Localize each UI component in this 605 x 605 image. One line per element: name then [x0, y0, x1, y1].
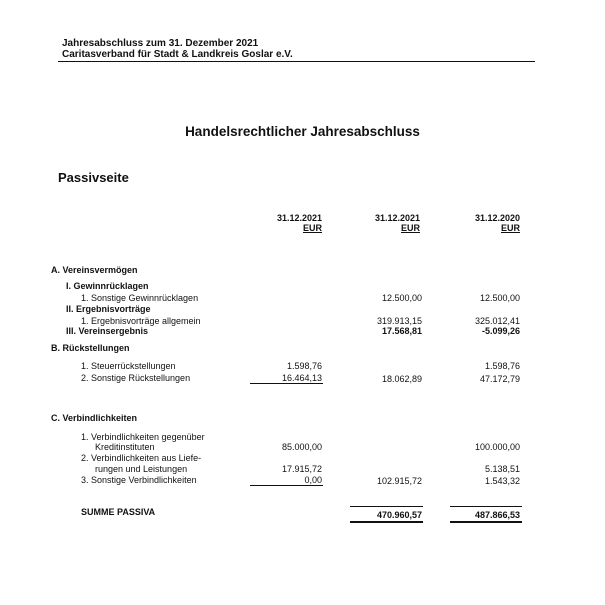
group-c-row1-col1: 85.000,00 — [281, 442, 322, 452]
section-title: Passivseite — [58, 170, 129, 185]
column-header-1 — [242, 213, 322, 233]
group-a-label: A. Vereinsvermögen — [51, 265, 138, 275]
group-a-i-1-label: 1. Sonstige Gewinnrücklagen — [81, 293, 199, 303]
group-b-row1-label: 1. Steuerrückstellungen — [81, 361, 176, 371]
subtotal-rule-c — [250, 485, 323, 486]
group-a-ii-1-col3: 325.012,41 — [474, 316, 520, 326]
group-b-row2-col1: 16.464,13 — [281, 373, 322, 383]
group-a-i-1-col3: 12.500,00 — [479, 293, 520, 303]
header-rule — [58, 61, 535, 62]
total-top-rule-col3 — [450, 506, 522, 507]
column-header-3-unit: EUR — [500, 223, 520, 233]
column-header-2 — [340, 213, 420, 233]
total-top-rule-col2 — [350, 506, 423, 507]
group-c-row3-col3: 1.543,32 — [484, 476, 520, 486]
group-c-row3-col2: 102.915,72 — [376, 476, 422, 486]
total-bottom-rule-col2 — [350, 521, 423, 523]
total-label: SUMME PASSIVA — [81, 507, 156, 517]
group-b-label: B. Rückstellungen — [51, 343, 130, 353]
group-c-row2-label-a: 2. Verbindlichkeiten aus Liefe- — [81, 453, 202, 463]
total-bottom-rule-col3 — [450, 521, 522, 523]
header-line-2: Caritasverband für Stadt & Landkreis Goslar e.V. — [62, 49, 293, 60]
group-c-row3-label: 3. Sonstige Verbindlichkeiten — [81, 475, 197, 485]
group-b-row2-label: 2. Sonstige Rückstellungen — [81, 373, 191, 383]
group-c-row1-label-a: 1. Verbindlichkeiten gegenüber — [81, 432, 205, 442]
group-b-row2-col3: 47.172,79 — [479, 374, 520, 384]
group-a-i-label: I. Gewinnrücklagen — [66, 281, 149, 291]
group-a-i-1-col2: 12.500,00 — [381, 293, 422, 303]
group-a-ii-label: II. Ergebnisvorträge — [66, 304, 151, 314]
group-b-row1-col3: 1.598,76 — [484, 361, 520, 371]
subtotal-rule-b — [250, 383, 323, 384]
group-c-row1-col3: 100.000,00 — [474, 442, 520, 452]
header-line-1: Jahresabschluss zum 31. Dezember 2021 — [62, 38, 259, 49]
group-c-row2-col3: 5.138,51 — [484, 464, 520, 474]
group-c-row2-col1: 17.915,72 — [281, 464, 322, 474]
group-c-label: C. Verbindlichkeiten — [51, 413, 138, 423]
total-col3: 487.866,53 — [474, 510, 520, 520]
group-c-row1-label-b: Kreditinstituten — [95, 442, 155, 452]
total-col2: 470.960,57 — [376, 510, 422, 520]
group-b-row1-col1: 1.598,76 — [286, 361, 322, 371]
group-b-row2-col2: 18.062,89 — [381, 374, 422, 384]
group-a-ii-1-col2: 319.913,15 — [376, 316, 422, 326]
column-header-2-date: 31.12.2021 — [374, 213, 420, 223]
column-header-3-date: 31.12.2020 — [474, 213, 520, 223]
group-c-row2-label-b: rungen und Leistungen — [95, 464, 188, 474]
group-a-iii-col3: -5.099,26 — [481, 326, 520, 336]
column-header-1-unit: EUR — [302, 223, 322, 233]
column-header-1-date: 31.12.2021 — [276, 213, 322, 223]
group-a-iii-col2: 17.568,81 — [381, 326, 422, 336]
column-header-2-unit: EUR — [400, 223, 420, 233]
column-header-3 — [440, 213, 520, 233]
group-c-row3-col1: 0,00 — [304, 475, 322, 485]
group-a-ii-1-label: 1. Ergebnisvorträge allgemein — [81, 316, 201, 326]
document-title: Handelsrechtlicher Jahresabschluss — [185, 124, 420, 139]
group-a-iii-label: III. Vereinsergebnis — [66, 326, 149, 336]
